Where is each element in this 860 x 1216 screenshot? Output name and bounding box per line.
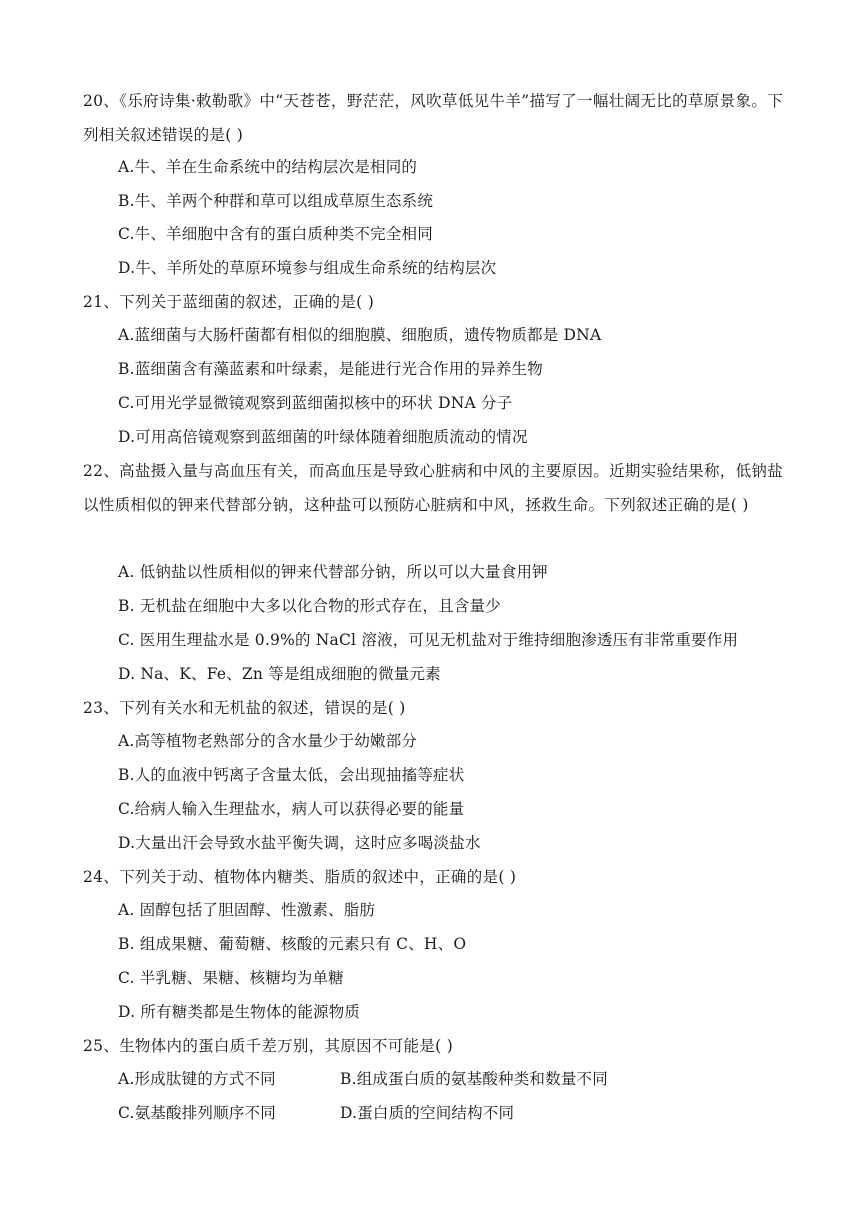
question-23-option-d: D.大量出汗会导致水盐平衡失调，这时应多喝淡盐水 — [118, 834, 481, 852]
question-22-option-d: D. Na、K、Fe、Zn 等是组成细胞的微量元素 — [118, 665, 441, 683]
question-21-option-a: A.蓝细菌与大肠杆菌都有相似的细胞膜、细胞质，遗传物质都是 DNA — [118, 326, 602, 344]
question-23-option-a: A.高等植物老熟部分的含水量少于幼嫩部分 — [118, 732, 418, 750]
question-25-option-c: C.氨基酸排列顺序不同 — [118, 1104, 276, 1122]
question-22-stem: 22、高盐摄入量与高血压有关，而高血压是导致心脏病和中风的主要原因。近期实验结果称，低钠盐以性质相似的钾来代替部分钠，这种盐可以预防心脏病和中风，拯救生命。下列叙述正确的是( ) — [83, 462, 783, 514]
question-24-option-a: A. 固醇包括了胆固醇、性激素、脂肪 — [118, 901, 376, 919]
question-20-option-d: D.牛、羊所处的草原环境参与组成生命系统的结构层次 — [118, 259, 497, 277]
question-24-stem: 24、下列关于动、植物体内糖类、脂质的叙述中，正确的是( ) — [83, 868, 517, 886]
question-20-option-a: A.牛、羊在生命系统中的结构层次是相同的 — [118, 158, 418, 176]
question-21-stem: 21、下列关于蓝细菌的叙述，正确的是( ) — [83, 293, 375, 311]
question-25-option-d: D.蛋白质的空间结构不同 — [340, 1104, 515, 1122]
question-24-option-d: D. 所有糖类都是生物体的能源物质 — [118, 1003, 361, 1021]
question-22-option-a: A. 低钠盐以性质相似的钾来代替部分钠，所以可以大量食用钾 — [118, 563, 548, 581]
question-21-option-d: D.可用高倍镜观察到蓝细菌的叶绿体随着细胞质流动的情况 — [118, 428, 528, 446]
question-25-option-a: A.形成肽键的方式不同 — [118, 1070, 276, 1088]
question-25-stem: 25、生物体内的蛋白质千差万别，其原因不可能是( ) — [83, 1037, 454, 1055]
question-21-option-c: C.可用光学显微镜观察到蓝细菌拟核中的环状 DNA 分子 — [118, 394, 513, 412]
question-20-option-c: C.牛、羊细胞中含有的蛋白质种类不完全相同 — [118, 225, 433, 243]
question-23-option-c: C.给病人输入生理盐水，病人可以获得必要的能量 — [118, 800, 465, 818]
question-20-stem: 20、《乐府诗集·敕勒歌》中“天苍苍，野茫茫，风吹草低见牛羊”描写了一幅壮阔无比的草原景象。下列相关叙述错误的是( ) — [83, 92, 783, 144]
question-21-option-b: B.蓝细菌含有藻蓝素和叶绿素，是能进行光合作用的异养生物 — [118, 360, 543, 378]
question-23-option-b: B.人的血液中钙离子含量太低，会出现抽搐等症状 — [118, 766, 465, 784]
question-22-option-c: C. 医用生理盐水是 0.9%的 NaCl 溶液，可见无机盐对于维持细胞渗透压有非常重要作用 — [118, 631, 739, 649]
question-22-option-b: B. 无机盐在细胞中大多以化合物的形式存在，且含量少 — [118, 597, 501, 615]
question-25-option-b: B.组成蛋白质的氨基酸种类和数量不同 — [340, 1070, 608, 1088]
question-24-option-b: B. 组成果糖、葡萄糖、核酸的元素只有 C、H、O — [118, 935, 467, 953]
question-23-stem: 23、下列有关水和无机盐的叙述，错误的是( ) — [83, 699, 406, 717]
question-20-option-b: B.牛、羊两个种群和草可以组成草原生态系统 — [118, 192, 434, 210]
question-24-option-c: C. 半乳糖、果糖、核糖均为单糖 — [118, 969, 344, 987]
